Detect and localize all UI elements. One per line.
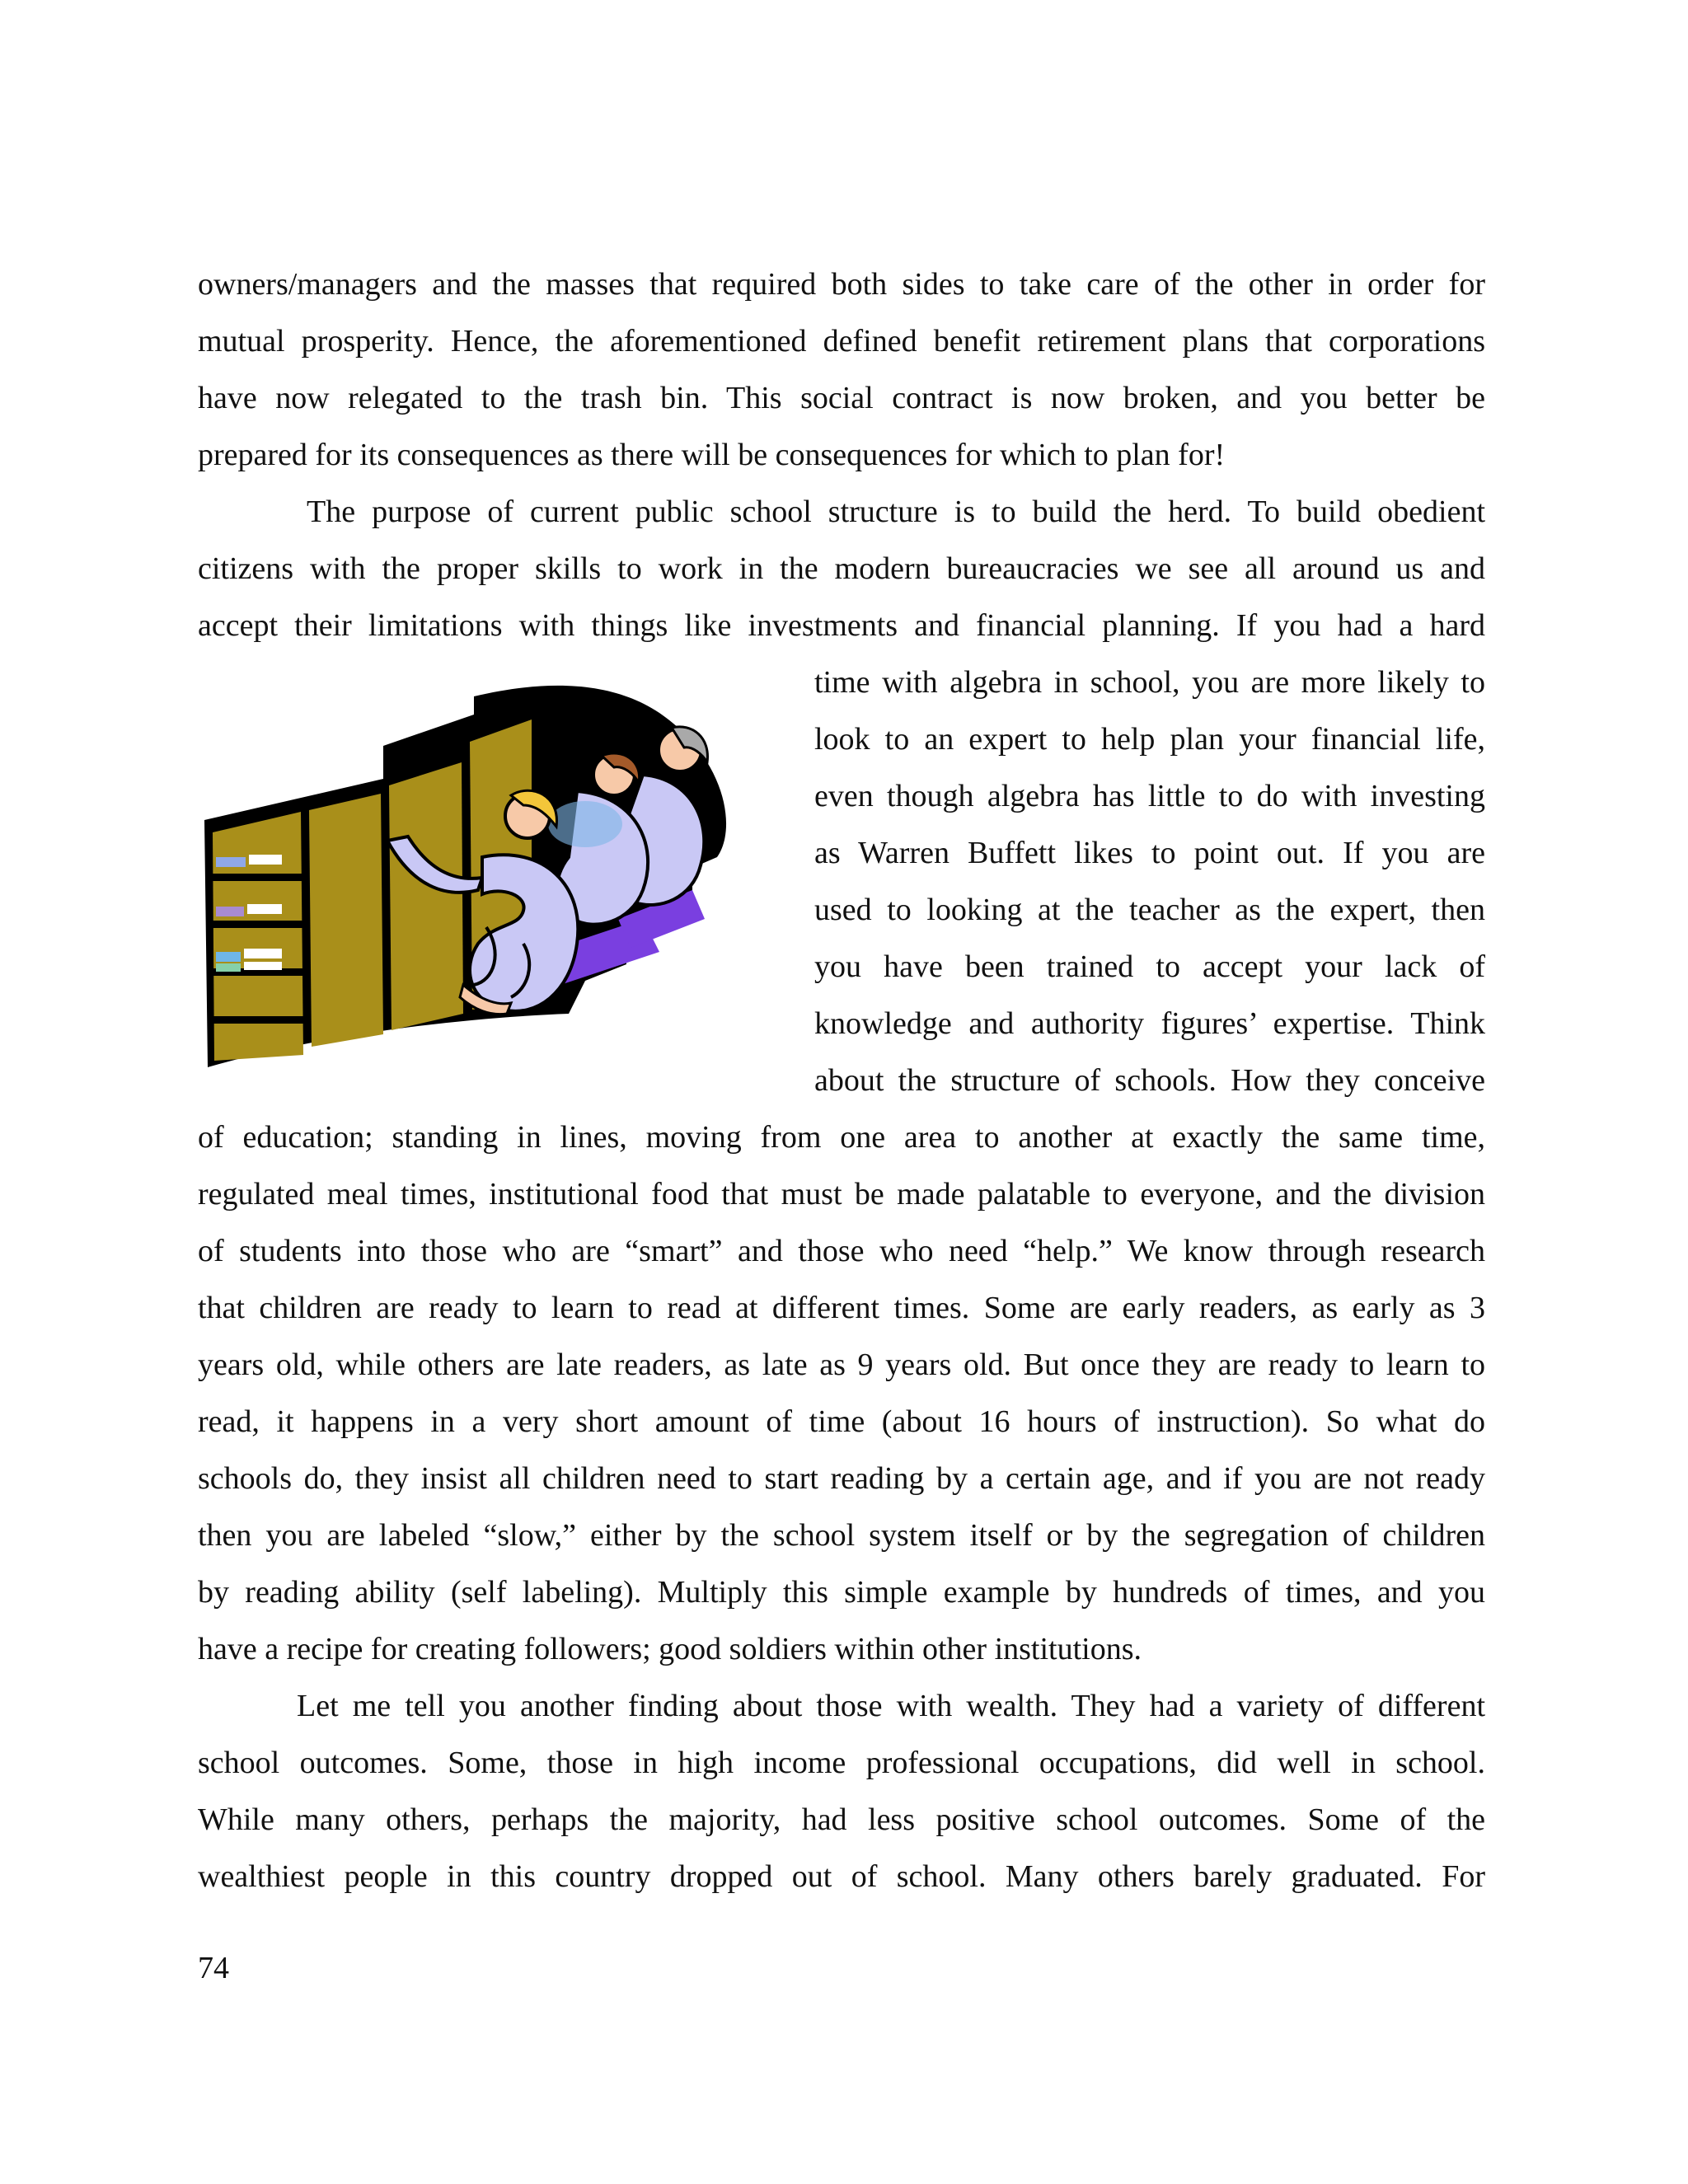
body-text-line: even though algebra has little to do with investing [814, 779, 1485, 813]
body-text-line: look to an expert to help plan your financial life, [814, 722, 1485, 757]
body-text-line: school outcomes. Some, those in high income professional occupations, did well in school. [198, 1746, 1485, 1780]
body-text-line: read, it happens in a very short amount of time (about 16 hours of instruction). So what do [198, 1404, 1485, 1439]
body-text-line: years old, while others are late readers, as late as 9 years old. But once they are ready to learn to [198, 1347, 1485, 1382]
students-at-lockers-icon [198, 680, 775, 1076]
body-text-line: mutual prosperity. Hence, the aforementioned defined benefit retirement plans that corporations [198, 324, 1485, 359]
body-text-line: about the structure of schools. How they conceive [814, 1063, 1485, 1098]
body-text-line: Let me tell you another finding about those with wealth. They had a variety of different [297, 1689, 1485, 1723]
body-text-line: While many others, perhaps the majority, had less positive school outcomes. Some of the [198, 1802, 1485, 1837]
body-text-line: prepared for its consequences as there will be consequences for which to plan for! [198, 438, 1226, 472]
page-number: 74 [198, 1951, 229, 1985]
body-text-line: owners/managers and the masses that required both sides to take care of the other in order for [198, 267, 1485, 302]
body-text-line: schools do, they insist all children need to start reading by a certain age, and if you are not ready [198, 1461, 1485, 1496]
body-text-line: of education; standing in lines, moving from one area to another at exactly the same time, [198, 1120, 1485, 1155]
body-text-line: that children are ready to learn to read at different times. Some are early readers, as early as 3 [198, 1291, 1485, 1325]
body-text-line: used to looking at the teacher as the expert, then [814, 893, 1485, 927]
body-text-line: The purpose of current public school structure is to build the herd. To build obedient [307, 494, 1485, 529]
body-text-line: knowledge and authority figures’ expertise. Think [814, 1006, 1485, 1041]
body-text-line: wealthiest people in this country dropped out of school. Many others barely graduated. For [198, 1859, 1485, 1894]
body-text-line: accept their limitations with things like investments and financial planning. If you had a hard [198, 608, 1485, 643]
body-text-line: have now relegated to the trash bin. This social contract is now broken, and you better be [198, 381, 1485, 415]
body-text-line: you have been trained to accept your lack of [814, 949, 1485, 984]
body-text-line: regulated meal times, institutional food that must be made palatable to everyone, and the division [198, 1177, 1485, 1212]
body-text-line: time with algebra in school, you are more likely to [814, 665, 1485, 700]
body-text-line: of students into those who are “smart” and those who need “help.” We know through research [198, 1234, 1485, 1268]
body-text-line: have a recipe for creating followers; good soldiers within other institutions. [198, 1632, 1142, 1666]
body-text-line: then you are labeled “slow,” either by the school system itself or by the segregation of children [198, 1518, 1485, 1553]
body-text-line: as Warren Buffett likes to point out. If you are [814, 836, 1485, 870]
body-text-line: by reading ability (self labeling). Multiply this simple example by hundreds of times, and you [198, 1575, 1485, 1610]
body-text-line: citizens with the proper skills to work in the modern bureaucracies we see all around us and [198, 551, 1485, 586]
